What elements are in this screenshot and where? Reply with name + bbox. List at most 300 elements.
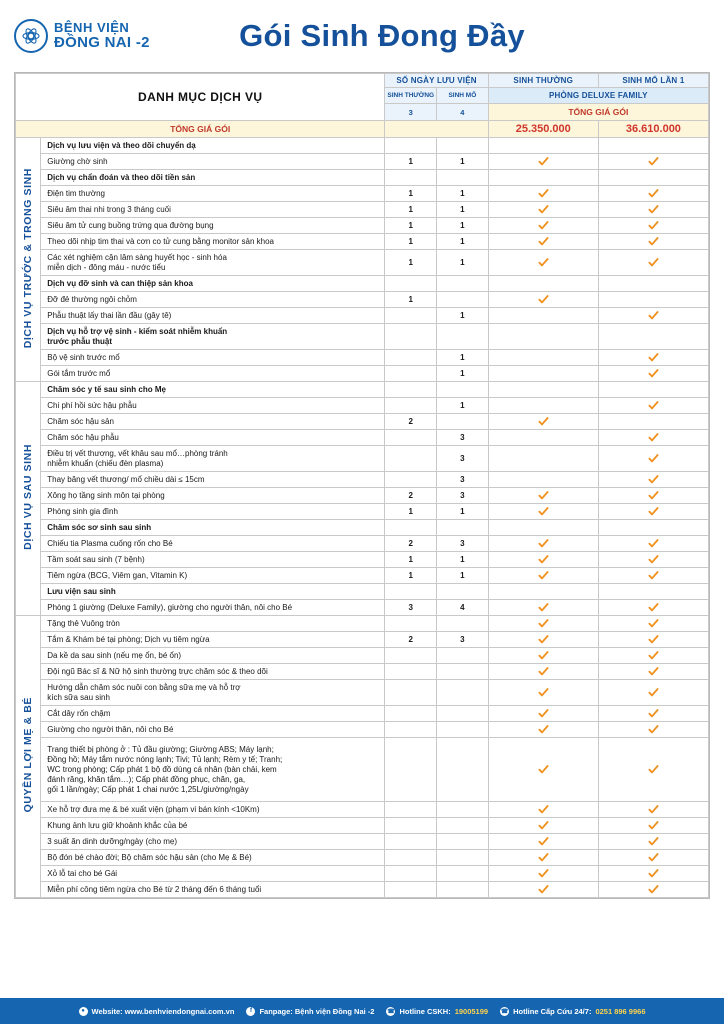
service-name: Chiếu tia Plasma cuống rốn cho Bé xyxy=(41,536,385,552)
service-name: Trang thiết bị phòng ở : Tủ đầu giường; Giường ABS; Máy lạnh; Đồng hồ; Máy tắm nước nóng lạnh; Tivi; Tủ lạnh; Rèm y tế; Tranh; WC trong phòng; Cấp phát 1 bộ đồ dùng cá nhân (bàn chải, kem đánh răng, khăn tắm…); Cấp phát đồng phục, chăn, ga, gối 1 lần/ngày; Cấp phát 1 chai nước 1,25L/giường/ngày xyxy=(41,738,385,802)
check-icon xyxy=(648,352,659,363)
table-row xyxy=(16,276,709,292)
days-normal-cell xyxy=(385,834,437,850)
service-name: Đội ngũ Bác sĩ & Nữ hộ sinh thường trực chăm sóc & theo dõi xyxy=(41,664,385,680)
check-icon xyxy=(538,257,549,268)
footer-website[interactable] xyxy=(79,1007,235,1016)
service-name: Tiêm ngừa (BCG, Viêm gan, Vitamin K) xyxy=(41,568,385,584)
check-icon xyxy=(538,708,549,719)
table-row xyxy=(16,552,709,568)
check-icon xyxy=(648,836,659,847)
days-normal-cell xyxy=(385,308,437,324)
included-csection-cell xyxy=(598,722,708,738)
days-csection-cell: 4 xyxy=(437,600,489,616)
days-normal-cell xyxy=(385,472,437,488)
days-normal-cell xyxy=(385,350,437,366)
days-normal-cell: 1 xyxy=(385,218,437,234)
days-csection-cell xyxy=(437,834,489,850)
included-csection-cell xyxy=(598,882,708,898)
days-normal-cell xyxy=(385,866,437,882)
days-csection-cell xyxy=(437,738,489,802)
included-normal-cell xyxy=(488,584,598,600)
included-normal-cell xyxy=(488,234,598,250)
service-name: Chăm sóc sơ sinh sau sinh xyxy=(41,520,385,536)
phone-emergency-icon: ☎ xyxy=(500,1008,509,1015)
included-csection-cell xyxy=(598,616,708,632)
table-row xyxy=(16,818,709,834)
check-icon xyxy=(538,820,549,831)
days-normal-cell: 2 xyxy=(385,536,437,552)
logo-line-2: ĐỒNG NAI -2 xyxy=(54,33,150,51)
table-row xyxy=(16,202,709,218)
days-normal-cell: 1 xyxy=(385,202,437,218)
group-label-2: DỊCH VỤ SAU SINH xyxy=(16,382,41,616)
check-icon xyxy=(648,650,659,661)
total-price-csection: 36.610.000 xyxy=(598,121,708,138)
page-header xyxy=(0,0,724,72)
service-name: Da kề da sau sinh (nếu mẹ ổn, bé ổn) xyxy=(41,648,385,664)
check-icon xyxy=(648,764,659,775)
check-icon xyxy=(538,220,549,231)
check-icon xyxy=(538,156,549,167)
footer-hotline-cskh-label: Hotline CSKH: xyxy=(399,1006,451,1016)
days-csection-cell xyxy=(437,276,489,292)
service-table xyxy=(15,73,709,898)
included-csection-cell xyxy=(598,308,708,324)
included-normal-cell xyxy=(488,170,598,186)
included-normal-cell xyxy=(488,568,598,584)
check-icon xyxy=(648,708,659,719)
service-name: Phòng sinh gia đình xyxy=(41,504,385,520)
included-normal-cell xyxy=(488,632,598,648)
service-name: Các xét nghiệm cận lâm sàng huyết học - sinh hóa miễn dịch - đông máu - nước tiểu xyxy=(41,250,385,276)
group-label-1: DỊCH VỤ TRƯỚC & TRONG SINH xyxy=(16,138,41,382)
included-csection-cell xyxy=(598,250,708,276)
included-csection-cell xyxy=(598,536,708,552)
days-normal-cell: 1 xyxy=(385,250,437,276)
check-icon xyxy=(648,724,659,735)
days-csection-cell: 1 xyxy=(437,186,489,202)
check-icon xyxy=(648,634,659,645)
days-csection-cell: 1 xyxy=(437,398,489,414)
service-name: Điện tim thường xyxy=(41,186,385,202)
included-normal-cell xyxy=(488,882,598,898)
days-normal-cell: 1 xyxy=(385,504,437,520)
footer-hotline-emergency[interactable] xyxy=(500,1007,645,1016)
service-name: 3 suất ăn dinh dưỡng/ngày (cho mẹ) xyxy=(41,834,385,850)
check-icon xyxy=(538,868,549,879)
included-csection-cell xyxy=(598,568,708,584)
included-csection-cell xyxy=(598,802,708,818)
table-row xyxy=(16,218,709,234)
included-normal-cell xyxy=(488,276,598,292)
logo-mark-icon xyxy=(14,19,48,53)
included-normal-cell xyxy=(488,308,598,324)
table-row xyxy=(16,520,709,536)
included-csection-cell xyxy=(598,600,708,616)
included-normal-cell xyxy=(488,154,598,170)
service-name: Siêu âm tử cung buồng trứng qua đường bụng xyxy=(41,218,385,234)
check-icon xyxy=(538,554,549,565)
page-title: Gói Sinh Đong Đầy xyxy=(239,18,525,53)
days-normal-cell xyxy=(385,366,437,382)
days-normal-cell xyxy=(385,882,437,898)
included-normal-cell xyxy=(488,722,598,738)
check-icon xyxy=(538,570,549,581)
logo-line-1: BỆNH VIỆN xyxy=(54,20,130,36)
days-csection-cell xyxy=(437,648,489,664)
check-icon xyxy=(538,687,549,698)
included-csection-cell xyxy=(598,324,708,350)
days-normal-cell xyxy=(385,648,437,664)
included-csection-cell xyxy=(598,138,708,154)
service-name: Xỏ lỗ tai cho bé Gái xyxy=(41,866,385,882)
service-name: Tắm & Khám bé tại phòng; Dịch vụ tiêm ngừa xyxy=(41,632,385,648)
check-icon xyxy=(538,294,549,305)
days-normal-cell: 1 xyxy=(385,552,437,568)
hospital-logo xyxy=(14,19,174,53)
days-normal-cell xyxy=(385,680,437,706)
table-row xyxy=(16,802,709,818)
col-days-group-header: SỐ NGÀY LƯU VIỆN xyxy=(385,74,488,88)
service-name: Điều trị vết thương, vết khâu sau mổ…phòng tránh nhiễm khuẩn (chiếu đèn plasma) xyxy=(41,446,385,472)
table-row xyxy=(16,472,709,488)
included-normal-cell xyxy=(488,706,598,722)
table-row xyxy=(16,866,709,882)
check-icon xyxy=(538,634,549,645)
check-icon xyxy=(538,724,549,735)
days-normal-cell xyxy=(385,706,437,722)
included-normal-cell xyxy=(488,552,598,568)
included-csection-cell xyxy=(598,398,708,414)
included-normal-cell xyxy=(488,818,598,834)
days-csection-cell: 1 xyxy=(437,308,489,324)
days-csection-cell: 3 xyxy=(437,430,489,446)
days-normal-cell xyxy=(385,818,437,834)
phone-icon: ☎ xyxy=(387,1008,395,1015)
service-name: Lưu viện sau sinh xyxy=(41,584,385,600)
table-row xyxy=(16,834,709,850)
check-icon xyxy=(538,506,549,517)
days-csection-cell: 1 xyxy=(437,250,489,276)
included-normal-cell xyxy=(488,366,598,382)
check-icon xyxy=(648,368,659,379)
table-row xyxy=(16,706,709,722)
col-days-csection-header: SINH MỔ xyxy=(437,88,489,104)
total-label-left: TỔNG GIÁ GÓI xyxy=(16,121,385,138)
included-csection-cell xyxy=(598,648,708,664)
days-csection-cell xyxy=(437,664,489,680)
days-normal-cell: 2 xyxy=(385,414,437,430)
table-row xyxy=(16,186,709,202)
table-row xyxy=(16,154,709,170)
days-csection-cell xyxy=(437,616,489,632)
included-csection-cell xyxy=(598,504,708,520)
check-icon xyxy=(648,400,659,411)
service-name: Đỡ đẻ thường ngôi chỏm xyxy=(41,292,385,308)
days-csection-cell: 1 xyxy=(437,350,489,366)
included-csection-cell xyxy=(598,664,708,680)
included-normal-cell xyxy=(488,414,598,430)
service-name: Tặng thẻ Vuông tròn xyxy=(41,616,385,632)
days-normal-cell xyxy=(385,584,437,600)
service-name: Dịch vụ chẩn đoán và theo dõi tiền sản xyxy=(41,170,385,186)
days-normal-value: 3 xyxy=(385,104,437,121)
check-icon xyxy=(538,618,549,629)
table-row xyxy=(16,504,709,520)
check-icon xyxy=(648,618,659,629)
check-icon xyxy=(648,554,659,565)
days-csection-cell xyxy=(437,866,489,882)
included-normal-cell xyxy=(488,616,598,632)
days-normal-cell xyxy=(385,430,437,446)
table-head xyxy=(16,74,709,138)
check-icon xyxy=(648,453,659,464)
total-price-label: TỔNG GIÁ GÓI xyxy=(488,104,708,121)
days-csection-cell: 1 xyxy=(437,568,489,584)
table-body xyxy=(16,138,709,898)
included-csection-cell xyxy=(598,366,708,382)
days-normal-cell: 1 xyxy=(385,234,437,250)
footer-hotline-emergency-label: Hotline Cấp Cứu 24/7: xyxy=(513,1006,592,1016)
table-row xyxy=(16,584,709,600)
table-row xyxy=(16,324,709,350)
service-name: Dịch vụ lưu viện và theo dõi chuyển dạ xyxy=(41,138,385,154)
included-csection-cell xyxy=(598,186,708,202)
included-csection-cell xyxy=(598,414,708,430)
included-normal-cell xyxy=(488,324,598,350)
service-name: Dịch vụ hỗ trợ vệ sinh - kiểm soát nhiễm khuẩn trước phẫu thuật xyxy=(41,324,385,350)
included-normal-cell xyxy=(488,292,598,308)
included-normal-cell xyxy=(488,446,598,472)
included-normal-cell xyxy=(488,250,598,276)
service-name: Cắt dây rốn chậm xyxy=(41,706,385,722)
included-csection-cell xyxy=(598,350,708,366)
days-normal-cell xyxy=(385,850,437,866)
days-csection-cell: 3 xyxy=(437,536,489,552)
service-name: Phẫu thuật lấy thai lần đầu (gây tê) xyxy=(41,308,385,324)
table-row xyxy=(16,850,709,866)
check-icon xyxy=(648,538,659,549)
table-row xyxy=(16,882,709,898)
included-normal-cell xyxy=(488,536,598,552)
days-csection-cell: 3 xyxy=(437,488,489,504)
page-footer xyxy=(0,998,724,1024)
days-csection-cell xyxy=(437,802,489,818)
service-name: Theo dõi nhịp tim thai và cơn co tử cung bằng monitor sản khoa xyxy=(41,234,385,250)
service-name: Phòng 1 giường (Deluxe Family), giường cho người thân, nôi cho Bé xyxy=(41,600,385,616)
included-normal-cell xyxy=(488,664,598,680)
check-icon xyxy=(648,490,659,501)
footer-hotline-cskh[interactable] xyxy=(386,1007,488,1016)
days-normal-cell xyxy=(385,664,437,680)
days-normal-cell: 2 xyxy=(385,488,437,504)
included-normal-cell xyxy=(488,834,598,850)
included-normal-cell xyxy=(488,186,598,202)
service-name: Dịch vụ đỡ sinh và can thiệp sản khoa xyxy=(41,276,385,292)
days-csection-cell: 1 xyxy=(437,202,489,218)
included-csection-cell xyxy=(598,850,708,866)
included-normal-cell xyxy=(488,802,598,818)
included-normal-cell xyxy=(488,520,598,536)
check-icon xyxy=(538,602,549,613)
check-icon xyxy=(648,257,659,268)
service-name: Gói tắm trước mổ xyxy=(41,366,385,382)
days-normal-cell xyxy=(385,138,437,154)
days-normal-cell xyxy=(385,382,437,398)
days-normal-cell xyxy=(385,738,437,802)
included-csection-cell xyxy=(598,218,708,234)
included-normal-cell xyxy=(488,866,598,882)
service-name: Hướng dẫn chăm sóc nuôi con bằng sữa mẹ và hỗ trợ kích sữa sau sinh xyxy=(41,680,385,706)
service-name: Chăm sóc y tế sau sinh cho Mẹ xyxy=(41,382,385,398)
included-normal-cell xyxy=(488,504,598,520)
included-normal-cell xyxy=(488,680,598,706)
included-normal-cell xyxy=(488,738,598,802)
check-icon xyxy=(648,884,659,895)
check-icon xyxy=(648,204,659,215)
included-normal-cell xyxy=(488,218,598,234)
table-row xyxy=(16,446,709,472)
check-icon xyxy=(538,836,549,847)
included-csection-cell xyxy=(598,382,708,398)
col-price-csection-header: SINH MỔ LẦN 1 xyxy=(598,74,708,88)
days-csection-cell xyxy=(437,584,489,600)
days-csection-value: 4 xyxy=(437,104,489,121)
table-row xyxy=(16,234,709,250)
group-label-3: QUYỀN LỢI MẸ & BÉ xyxy=(16,616,41,898)
days-csection-cell xyxy=(437,850,489,866)
included-normal-cell xyxy=(488,202,598,218)
service-name: Tầm soát sau sinh (7 bệnh) xyxy=(41,552,385,568)
days-normal-cell xyxy=(385,802,437,818)
included-normal-cell xyxy=(488,430,598,446)
service-name: Xông họ tầng sinh môn tại phòng xyxy=(41,488,385,504)
table-row xyxy=(16,536,709,552)
total-price-normal: 25.350.000 xyxy=(488,121,598,138)
check-icon xyxy=(538,416,549,427)
table-row xyxy=(16,250,709,276)
days-csection-cell: 3 xyxy=(437,446,489,472)
footer-hotline-emergency-value: 0251 896 9966 xyxy=(595,1006,646,1016)
check-icon xyxy=(648,432,659,443)
included-csection-cell xyxy=(598,154,708,170)
days-normal-cell: 1 xyxy=(385,154,437,170)
included-csection-cell xyxy=(598,202,708,218)
table-row xyxy=(16,350,709,366)
table-row xyxy=(16,382,709,398)
table-row xyxy=(16,308,709,324)
check-icon xyxy=(648,868,659,879)
table-row xyxy=(16,616,709,632)
check-icon xyxy=(538,538,549,549)
table-row xyxy=(16,632,709,648)
check-icon xyxy=(648,570,659,581)
table-row xyxy=(16,398,709,414)
days-csection-cell xyxy=(437,680,489,706)
table-row xyxy=(16,568,709,584)
days-csection-cell xyxy=(437,706,489,722)
facebook-icon: f xyxy=(246,1007,255,1016)
footer-fanpage[interactable] xyxy=(246,1007,374,1016)
days-csection-cell xyxy=(437,414,489,430)
table-row xyxy=(16,138,709,154)
service-name: Miễn phí công tiêm ngừa cho Bé từ 2 tháng đến 6 tháng tuổi xyxy=(41,882,385,898)
days-normal-cell xyxy=(385,276,437,292)
footer-fanpage-label: Fanpage: Bệnh viện Đồng Nai -2 xyxy=(259,1006,375,1016)
table-row xyxy=(16,648,709,664)
days-normal-cell xyxy=(385,520,437,536)
service-name: Bộ đón bé chào đời; Bộ chăm sóc hậu sản (cho Mẹ & Bé) xyxy=(41,850,385,866)
table-row xyxy=(16,366,709,382)
table-row xyxy=(16,488,709,504)
check-icon xyxy=(538,650,549,661)
total-price-row xyxy=(16,121,709,138)
included-normal-cell xyxy=(488,472,598,488)
check-icon xyxy=(648,820,659,831)
included-normal-cell xyxy=(488,138,598,154)
service-name: Siêu âm thai nhi trong 3 tháng cuối xyxy=(41,202,385,218)
globe-icon: ● xyxy=(79,1007,88,1016)
service-table-container xyxy=(14,72,710,899)
check-icon xyxy=(648,474,659,485)
total-label-mid xyxy=(385,121,488,138)
room-type-header: PHÒNG DELUXE FAMILY xyxy=(488,88,708,104)
days-normal-cell xyxy=(385,616,437,632)
days-csection-cell: 3 xyxy=(437,632,489,648)
check-icon xyxy=(538,490,549,501)
included-csection-cell xyxy=(598,680,708,706)
check-icon xyxy=(648,220,659,231)
service-name: Giường cho người thân, nôi cho Bé xyxy=(41,722,385,738)
days-csection-cell xyxy=(437,882,489,898)
service-name: Bộ vệ sinh trước mổ xyxy=(41,350,385,366)
check-icon xyxy=(648,188,659,199)
days-csection-cell: 1 xyxy=(437,552,489,568)
logo-text xyxy=(54,21,150,50)
days-csection-cell: 3 xyxy=(437,472,489,488)
days-normal-cell xyxy=(385,398,437,414)
table-row xyxy=(16,664,709,680)
footer-website-label: Website: www.benhviendongnai.com.vn xyxy=(91,1006,235,1016)
footer-hotline-cskh-value: 19005199 xyxy=(454,1006,489,1016)
days-normal-cell xyxy=(385,722,437,738)
included-csection-cell xyxy=(598,170,708,186)
included-normal-cell xyxy=(488,648,598,664)
days-normal-cell xyxy=(385,324,437,350)
check-icon xyxy=(648,506,659,517)
check-icon xyxy=(538,852,549,863)
included-csection-cell xyxy=(598,706,708,722)
days-normal-cell: 1 xyxy=(385,292,437,308)
days-normal-cell: 2 xyxy=(385,632,437,648)
included-csection-cell xyxy=(598,430,708,446)
check-icon xyxy=(538,236,549,247)
included-csection-cell xyxy=(598,446,708,472)
days-normal-cell: 1 xyxy=(385,186,437,202)
check-icon xyxy=(538,188,549,199)
check-icon xyxy=(648,156,659,167)
days-normal-cell: 3 xyxy=(385,600,437,616)
included-normal-cell xyxy=(488,488,598,504)
col-days-normal-header: SINH THƯỜNG xyxy=(385,88,437,104)
days-csection-cell xyxy=(437,722,489,738)
service-name: Thay băng vết thương/ mổ chiều dài ≤ 15cm xyxy=(41,472,385,488)
days-csection-cell: 1 xyxy=(437,504,489,520)
service-name: Khung ảnh lưu giữ khoảnh khắc của bé xyxy=(41,818,385,834)
check-icon xyxy=(648,236,659,247)
included-csection-cell xyxy=(598,234,708,250)
